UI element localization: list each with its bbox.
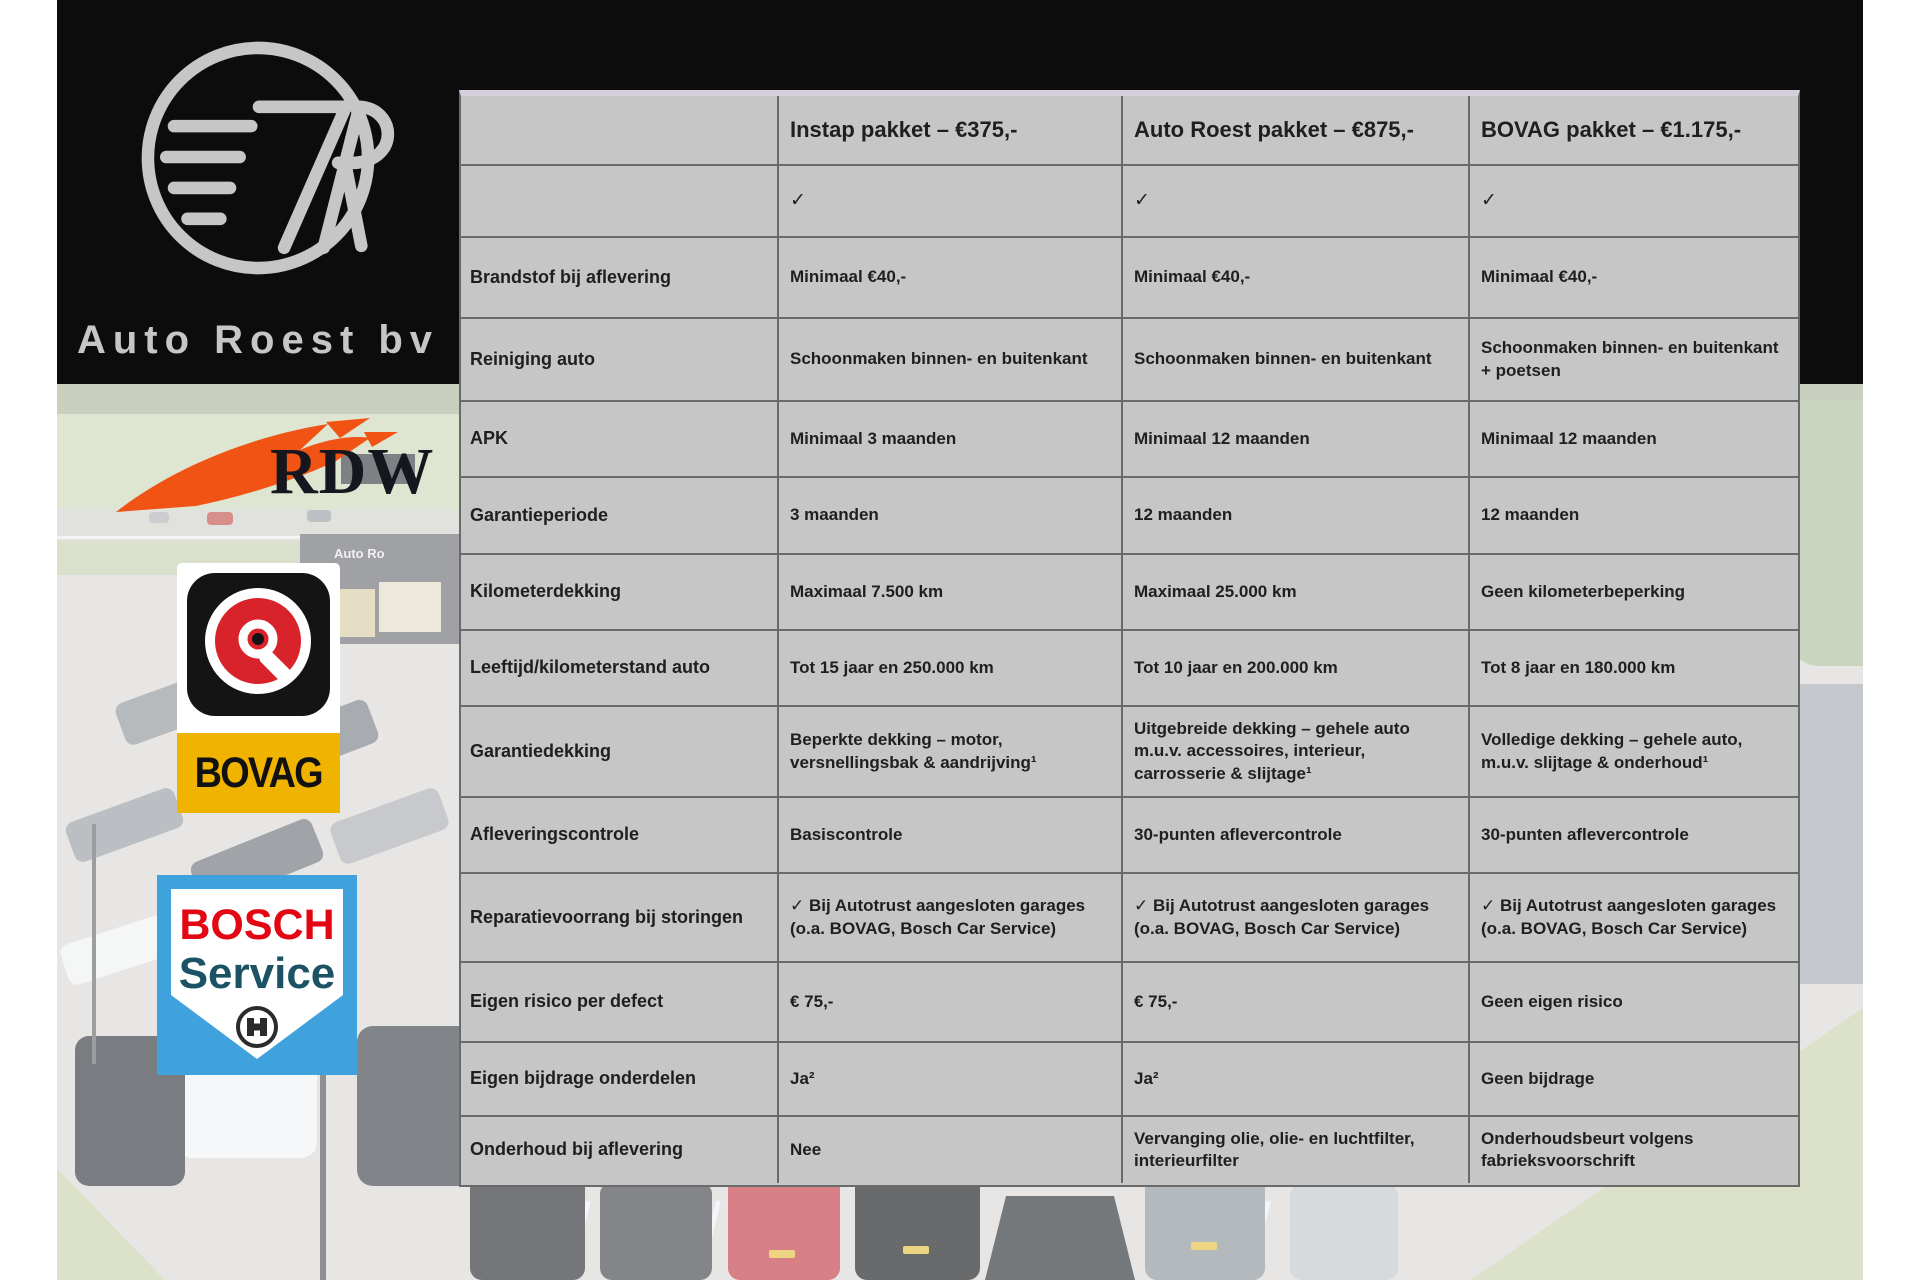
table-cell: Basiscontrole [777,796,1121,872]
check-icon: ✓ [777,164,1121,236]
rdw-wordmark: RDW [270,435,435,508]
table-cell: ✓ Bij Autotrust aangesloten garages (o.a. BOVAG, Bosch Car Service) [1121,872,1468,961]
table-cell: Ja² [1121,1041,1468,1115]
table-cell: Geen eigen risico [1468,961,1798,1041]
table-cell: Tot 10 jaar en 200.000 km [1121,629,1468,705]
auto-roest-logo-icon [118,18,398,298]
table-cell: Nee [777,1115,1121,1183]
row-label: Afleveringscontrole [461,796,777,872]
row-label: Garantiedekking [461,705,777,796]
check-icon: ✓ [1121,164,1468,236]
check-icon: ✓ [1468,164,1798,236]
brand-name: Auto Roest bv [76,318,440,362]
package-comparison-table [459,90,1800,1187]
table-header-bovag: BOVAG pakket – €1.175,- [1468,96,1798,164]
table-cell: 3 maanden [777,476,1121,553]
table-cell: Vervanging olie, olie- en luchtfilter, interieurfilter [1121,1115,1468,1183]
bovag-yellow-band [177,733,340,813]
bosch-wordmark: BOSCH [179,901,335,949]
table-cell: 30-punten aflevercontrole [1468,796,1798,872]
table-cell: Tot 15 jaar en 250.000 km [777,629,1121,705]
table-cell: Ja² [777,1041,1121,1115]
table-cell: Minimaal €40,- [1121,236,1468,317]
row-label: Eigen bijdrage onderdelen [461,1041,777,1115]
table-cell: Beperkte dekking – motor, versnellingsbak & aandrijving¹ [777,705,1121,796]
table-cell: Geen bijdrage [1468,1041,1798,1115]
table-cell: ✓ Bij Autotrust aangesloten garages (o.a. BOVAG, Bosch Car Service) [777,872,1121,961]
table-cell: Minimaal €40,- [1468,236,1798,317]
table-cell: € 75,- [777,961,1121,1041]
table-header-auto-roest: Auto Roest pakket – €875,- [1121,96,1468,164]
table-cell: 12 maanden [1468,476,1798,553]
table-cell: 30-punten aflevercontrole [1121,796,1468,872]
bosch-service-logo [157,875,357,1075]
table-cell: Minimaal 3 maanden [777,400,1121,476]
table-cell: Minimaal €40,- [777,236,1121,317]
row-label: APK [461,400,777,476]
bovag-emblem-icon [187,573,330,716]
bovag-wordmark: BOVAG [194,748,323,797]
table-cell: Maximaal 7.500 km [777,553,1121,629]
table-cell: Onderhoudsbeurt volgens fabrieksvoorschrift [1468,1115,1798,1183]
rdw-logo [112,416,435,520]
table-cell: Schoonmaken binnen- en buitenkant [777,317,1121,400]
table-cell: Minimaal 12 maanden [1121,400,1468,476]
row-label: Kilometerdekking [461,553,777,629]
table-cell: Maximaal 25.000 km [1121,553,1468,629]
photo-building-sign: Auto Ro [334,546,385,561]
row-label: Reiniging auto [461,317,777,400]
row-label: Onderhoud bij aflevering [461,1115,777,1183]
row-label: Eigen risico per defect [461,961,777,1041]
table-cell: Volledige dekking – gehele auto, m.u.v. slijtage & onderhoud¹ [1468,705,1798,796]
table-cell: ✓ Bij Autotrust aangesloten garages (o.a. BOVAG, Bosch Car Service) [1468,872,1798,961]
table-cell: 12 maanden [1121,476,1468,553]
table-cell: € 75,- [1121,961,1468,1041]
table-header-instap: Instap pakket – €375,- [777,96,1121,164]
table-cell: Schoonmaken binnen- en buitenkant [1121,317,1468,400]
row-label: Reparatievoorrang bij storingen [461,872,777,961]
row-label: Brandstof bij aflevering [461,236,777,317]
row-label [461,164,777,236]
bovag-logo [177,563,340,813]
bosch-service-wordmark: Service [178,949,336,998]
table-cell: Tot 8 jaar en 180.000 km [1468,629,1798,705]
table-cell: Schoonmaken binnen- en buitenkant + poetsen [1468,317,1798,400]
table-cell: Minimaal 12 maanden [1468,400,1798,476]
row-label: Leeftijd/kilometerstand auto [461,629,777,705]
row-label: Garantieperiode [461,476,777,553]
table-header-empty [461,96,777,164]
table-cell: Uitgebreide dekking – gehele auto m.u.v. accessoires, interieur, carrosserie & slijtage¹ [1121,705,1468,796]
table-cell: Geen kilometerbeperking [1468,553,1798,629]
